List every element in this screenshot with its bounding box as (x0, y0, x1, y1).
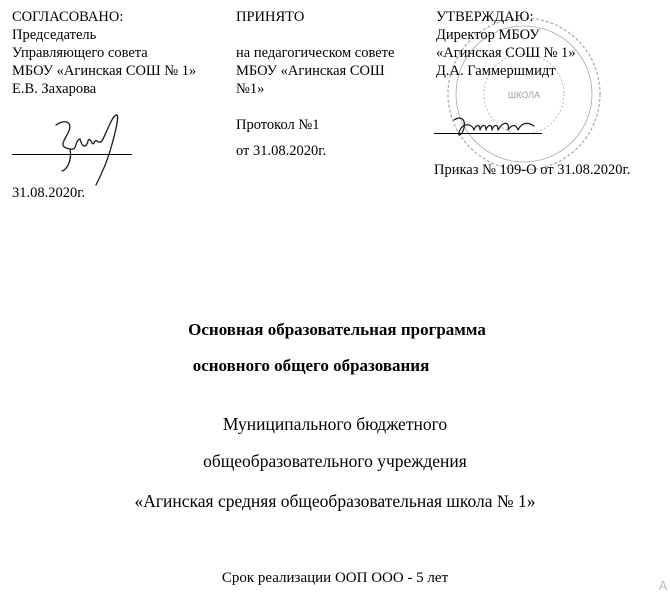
approved-position: Директор МБОУ (436, 27, 540, 43)
program-duration: Срок реализации ООП ООО - 5 лет (221, 570, 449, 586)
accepted-date: от 31.08.2020г. (236, 143, 327, 159)
approval-block-accepted (236, 8, 394, 160)
accepted-council: на педагогическом совете (236, 45, 395, 61)
approval-block-approved (436, 8, 576, 80)
agreed-heading: СОГЛАСОВАНО: (12, 9, 124, 25)
accepted-school: МБОУ «Агинская СОШ (236, 63, 385, 79)
program-title-line-2: основного общего образования (192, 356, 430, 375)
institution-line-2: общеобразовательного учреждения (203, 451, 467, 471)
edge-watermark-letter: A (658, 578, 668, 593)
handwritten-signature-left (50, 111, 130, 191)
institution-line-1: Муниципального бюджетного (222, 414, 448, 434)
program-title-line-1: Основная образовательная программа (188, 320, 486, 339)
agreed-school: МБОУ «Агинская СОШ № 1» (12, 63, 197, 79)
handwritten-signature-right (450, 114, 540, 144)
agreed-name: Е.В. Захарова (12, 81, 97, 97)
stamp-center-text: ШКОЛА (507, 90, 541, 100)
agreed-position: Председатель (12, 27, 97, 43)
agreed-date: 31.08.2020г. (12, 185, 86, 201)
approval-block-agreed (12, 8, 196, 98)
institution-line-3: «Агинская средняя общеобразовательная школа № 1» (134, 491, 536, 511)
agreed-council: Управляющего совета (12, 45, 148, 61)
approved-name: Д.А. Гаммершмидт (436, 63, 556, 79)
approved-heading: УТВЕРЖДАЮ: (436, 9, 534, 25)
accepted-protocol: Протокол №1 (236, 117, 320, 133)
approved-order: Приказ № 109-О от 31.08.2020г. (434, 162, 631, 178)
approved-school: «Агинская СОШ № 1» (436, 45, 576, 61)
accepted-heading: ПРИНЯТО (236, 9, 305, 25)
accepted-school-number: №1» (236, 81, 265, 97)
